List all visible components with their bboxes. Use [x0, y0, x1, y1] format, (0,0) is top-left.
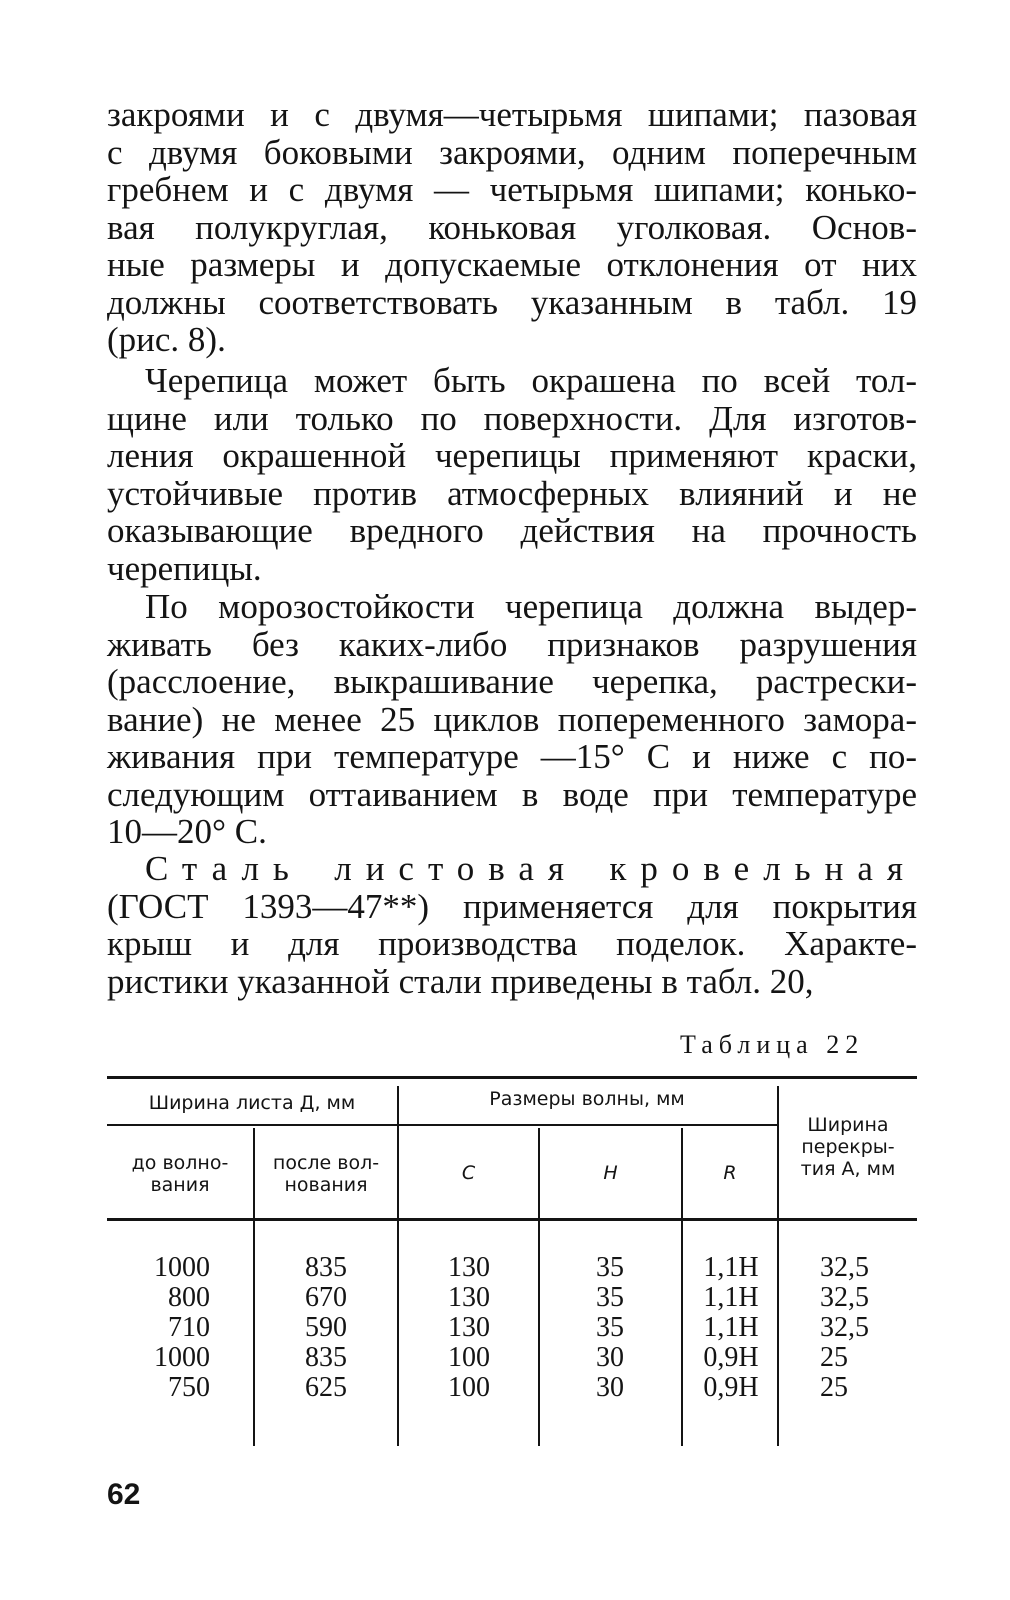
text-line: ления окрашенной черепицы применяют краски, — [107, 436, 917, 475]
text-line: живания при температуре —15° С и ниже с по- — [107, 737, 917, 776]
paragraph-3 — [107, 588, 917, 851]
text-line: вая полукруглая, коньковая уголковая. Основ- — [107, 207, 917, 247]
paragraph-2 — [107, 362, 917, 587]
text-line: оказывающие вредного действия на прочность — [107, 511, 917, 550]
text-line: вание) не менее 25 циклов попеременного замора- — [107, 699, 917, 739]
header-before: до волно- вания — [131, 1152, 229, 1196]
table-cell: 835 — [305, 1342, 347, 1373]
table-cell: 835 — [305, 1252, 347, 1283]
table-cell: 25 — [820, 1372, 848, 1403]
table-cell: 800 — [168, 1282, 210, 1313]
table-cell: 32,5 — [820, 1312, 869, 1343]
table-cell: 32,5 — [820, 1252, 869, 1283]
table-cell: 590 — [305, 1312, 347, 1343]
header-r: R — [723, 1162, 737, 1184]
text-line: с двумя боковыми закроями, одним поперечным — [107, 132, 917, 172]
paragraph-1 — [107, 96, 917, 359]
header-after: после вол- нования — [272, 1152, 380, 1196]
table-cell: 130 — [448, 1252, 490, 1283]
table-cell: 100 — [448, 1372, 490, 1403]
header-h: Н — [603, 1162, 618, 1184]
data-table — [107, 1076, 917, 1456]
table-cell: 1,1Н — [703, 1312, 759, 1343]
table-cell: 1000 — [154, 1252, 210, 1283]
text-line: должны соответствовать указанным в табл. 19 — [107, 282, 917, 322]
header-bottom-rule — [107, 1218, 917, 1221]
header-c: С — [461, 1162, 476, 1184]
table-caption: Таблица 22 — [680, 1030, 865, 1059]
text-line: устойчивые против атмосферных влияний и не — [107, 473, 917, 513]
col-rule-2 — [397, 1086, 399, 1446]
spaced-heading-line: Сталь листовая кровельная — [145, 849, 917, 888]
text-line: крыш и для производства поделок. Характе- — [107, 924, 917, 963]
table-cell: 100 — [448, 1342, 490, 1373]
header-width-group: Ширина листа Д, мм — [148, 1092, 356, 1114]
header-wave-group: Размеры волны, мм — [489, 1088, 685, 1110]
table-cell: 1,1Н — [703, 1282, 759, 1313]
table-cell: 710 — [168, 1312, 210, 1343]
table-cell: 1,1Н — [703, 1252, 759, 1283]
table-cell: 35 — [596, 1282, 624, 1313]
table-cell: 35 — [596, 1252, 624, 1283]
text-line: По морозостойкости черепица должна выдер- — [145, 587, 917, 626]
text-line: следующим оттаиванием в воде при температуре — [107, 774, 917, 814]
table-cell: 35 — [596, 1312, 624, 1343]
text-line: (ГОСТ 1393—47**) применяется для покрытия — [107, 886, 917, 926]
header-overlap: Ширина перекры- тия А, мм — [800, 1114, 896, 1180]
text-line: закроями и с двумя—четырьмя шипами; пазовая — [107, 95, 917, 134]
table-cell: 0,9Н — [703, 1372, 759, 1403]
text-line: (расслоение, выкрашивание черепка, растрески- — [107, 662, 917, 701]
table-cell: 32,5 — [820, 1282, 869, 1313]
text-line: живать без каких-либо признаков разрушения — [107, 624, 917, 664]
table-cell: 0,9Н — [703, 1342, 759, 1373]
table-cell: 30 — [596, 1342, 624, 1373]
table-cell: 130 — [448, 1282, 490, 1313]
text-line: Черепица может быть окрашена по всей тол- — [145, 361, 917, 400]
paragraph-4 — [107, 850, 917, 1000]
page-number: 62 — [107, 1478, 141, 1511]
text-line: щине или только по поверхности. Для изготов- — [107, 398, 917, 438]
table-top-rule — [107, 1076, 917, 1079]
text-line: (рис. 8). — [107, 320, 226, 359]
table-cell: 670 — [305, 1282, 347, 1313]
wave-group-rule — [397, 1124, 777, 1126]
text-line: ные размеры и допускаемые отклонения от них — [107, 245, 917, 284]
table-cell: 1000 — [154, 1342, 210, 1373]
table-cell: 130 — [448, 1312, 490, 1343]
table-cell: 625 — [305, 1372, 347, 1403]
text-line: ристики указанной стали приведены в табл. 20, — [107, 961, 814, 1001]
table-cell: 30 — [596, 1372, 624, 1403]
text-line: гребнем и с двумя — четырьмя шипами; конько- — [107, 170, 917, 209]
table-cell: 750 — [168, 1372, 210, 1403]
width-group-rule — [107, 1124, 397, 1126]
text-line: 10—20° С. — [107, 812, 267, 851]
table-cell: 25 — [820, 1342, 848, 1373]
text-line: черепицы. — [107, 548, 262, 588]
